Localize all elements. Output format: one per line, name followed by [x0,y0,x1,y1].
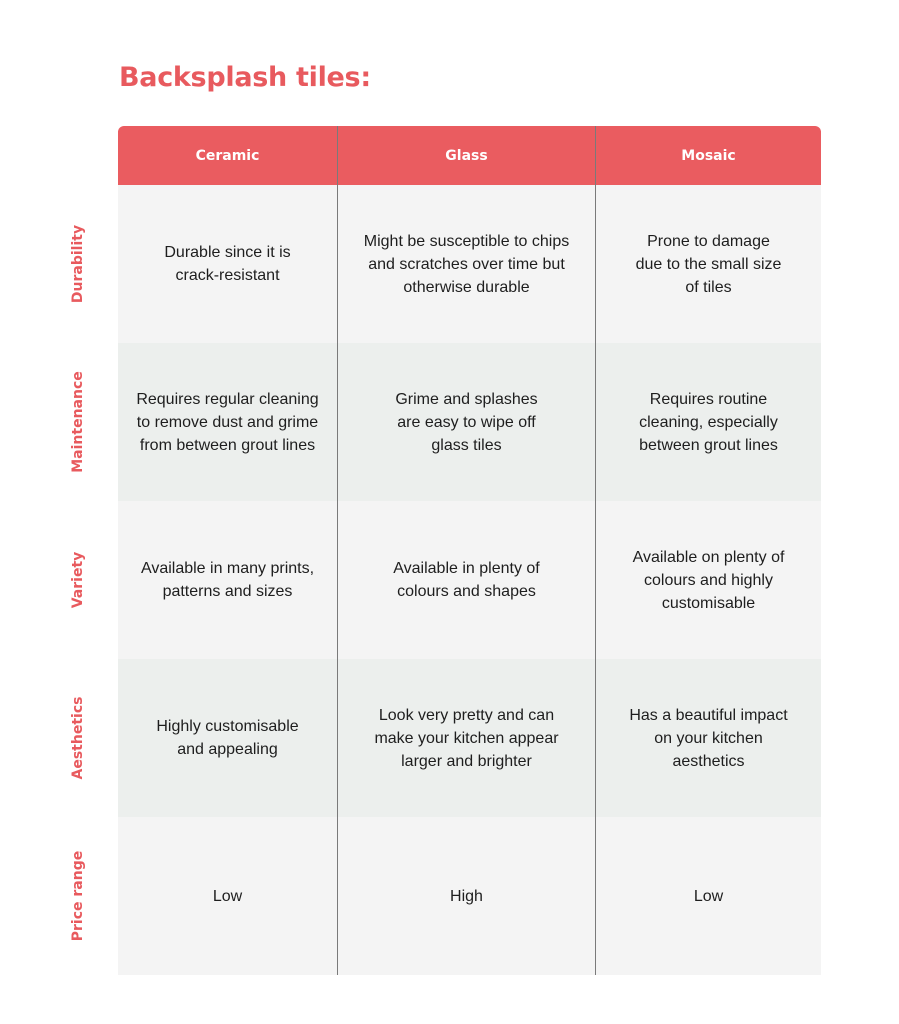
cell-line: customisable [661,594,756,612]
cell-line: of tiles [685,278,732,296]
cell-line: between grout lines [639,436,778,454]
cell-line: Prone to damage [647,232,770,250]
table-row [118,659,821,817]
cell-line: make your kitchen appear [374,729,559,747]
cell-line: on your kitchen [654,729,763,747]
cell-line: due to the small size [635,255,782,273]
cell-text [164,241,290,287]
table-header [118,126,821,185]
row-label-aesthetics [58,659,98,817]
cell-line: Requires routine [649,390,768,408]
cell-text [141,557,314,603]
cell-text [694,885,723,908]
table-cell-mosaic [596,501,821,659]
row-label-text: Variety [70,551,86,609]
cell-line: and scratches over time but [368,255,565,273]
row-label-text: Maintenance [70,371,86,473]
comparison-table [118,126,821,975]
table-row [118,501,821,659]
row-label-text: Price range [70,850,86,942]
table-cell-mosaic [596,817,821,975]
column-header-mosaic: Mosaic [681,147,736,164]
cell-text [364,230,569,299]
cell-line: Low [212,887,243,905]
table-cell-ceramic [118,185,338,343]
cell-text [629,704,787,773]
cell-line: are easy to wipe off [397,413,536,431]
table-cell-ceramic [118,817,338,975]
column-header-ceramic: Ceramic [118,126,338,185]
cell-line: and appealing [177,741,278,758]
cell-text [156,715,298,761]
cell-line: Available on plenty of [632,548,785,566]
cell-line: Highly customisable [156,718,299,735]
cell-text [639,388,778,457]
table-row [118,343,821,501]
cell-text [633,546,785,615]
cell-line: to remove dust and grime [136,413,319,431]
table-cell-glass [338,343,596,501]
cell-line: otherwise durable [403,278,530,296]
column-header-glass: Glass [338,126,596,185]
table-cell-mosaic [596,343,821,501]
table-cell-glass [338,185,596,343]
row-label-maintenance [58,343,98,501]
cell-line: Available in many prints, [140,560,315,577]
cell-line: crack-resistant [175,267,280,284]
cell-line: cleaning, especially [639,413,778,431]
cell-text [213,885,242,908]
table-cell-ceramic [118,659,338,817]
row-label-durability [58,185,98,343]
cell-line: patterns and sizes [162,583,293,600]
cell-text [393,557,539,603]
table-cell-ceramic [118,501,338,659]
table-cell-mosaic [596,659,821,817]
row-labels [58,185,98,975]
row-label-text: Aesthetics [70,696,86,780]
cell-line: Low [693,887,724,905]
table-cell-mosaic [596,185,821,343]
table-cell-glass [338,817,596,975]
cell-line: glass tiles [431,436,502,454]
cell-line: from between grout lines [139,436,316,454]
row-label-variety [58,501,98,659]
table-cell-glass [338,659,596,817]
table-body [118,185,821,975]
cell-line: larger and brighter [401,752,532,770]
cell-line: Requires regular cleaning [136,390,319,408]
table-row [118,817,821,975]
cell-line: Has a beautiful impact [629,706,788,724]
cell-line: aesthetics [672,752,745,770]
table-cell-ceramic [118,343,338,501]
cell-text [395,388,537,457]
cell-line: High [450,887,483,905]
cell-line: Available in plenty of [393,560,540,577]
cell-text [136,388,318,457]
cell-line: Grime and splashes [395,390,538,408]
cell-text [636,230,782,299]
cell-text [450,885,483,908]
cell-line: Look very pretty and can [378,706,555,724]
row-label-text: Durability [70,224,86,304]
cell-line: Durable since it is [164,244,291,261]
cell-line: colours and shapes [397,583,536,600]
cell-text [374,704,558,773]
row-label-price-range [58,817,98,975]
cell-line: Might be susceptible to chips [363,232,570,250]
table-cell-glass [338,501,596,659]
cell-line: colours and highly [644,571,773,589]
table-row [118,185,821,343]
page-title: Backsplash tiles: [119,62,371,93]
